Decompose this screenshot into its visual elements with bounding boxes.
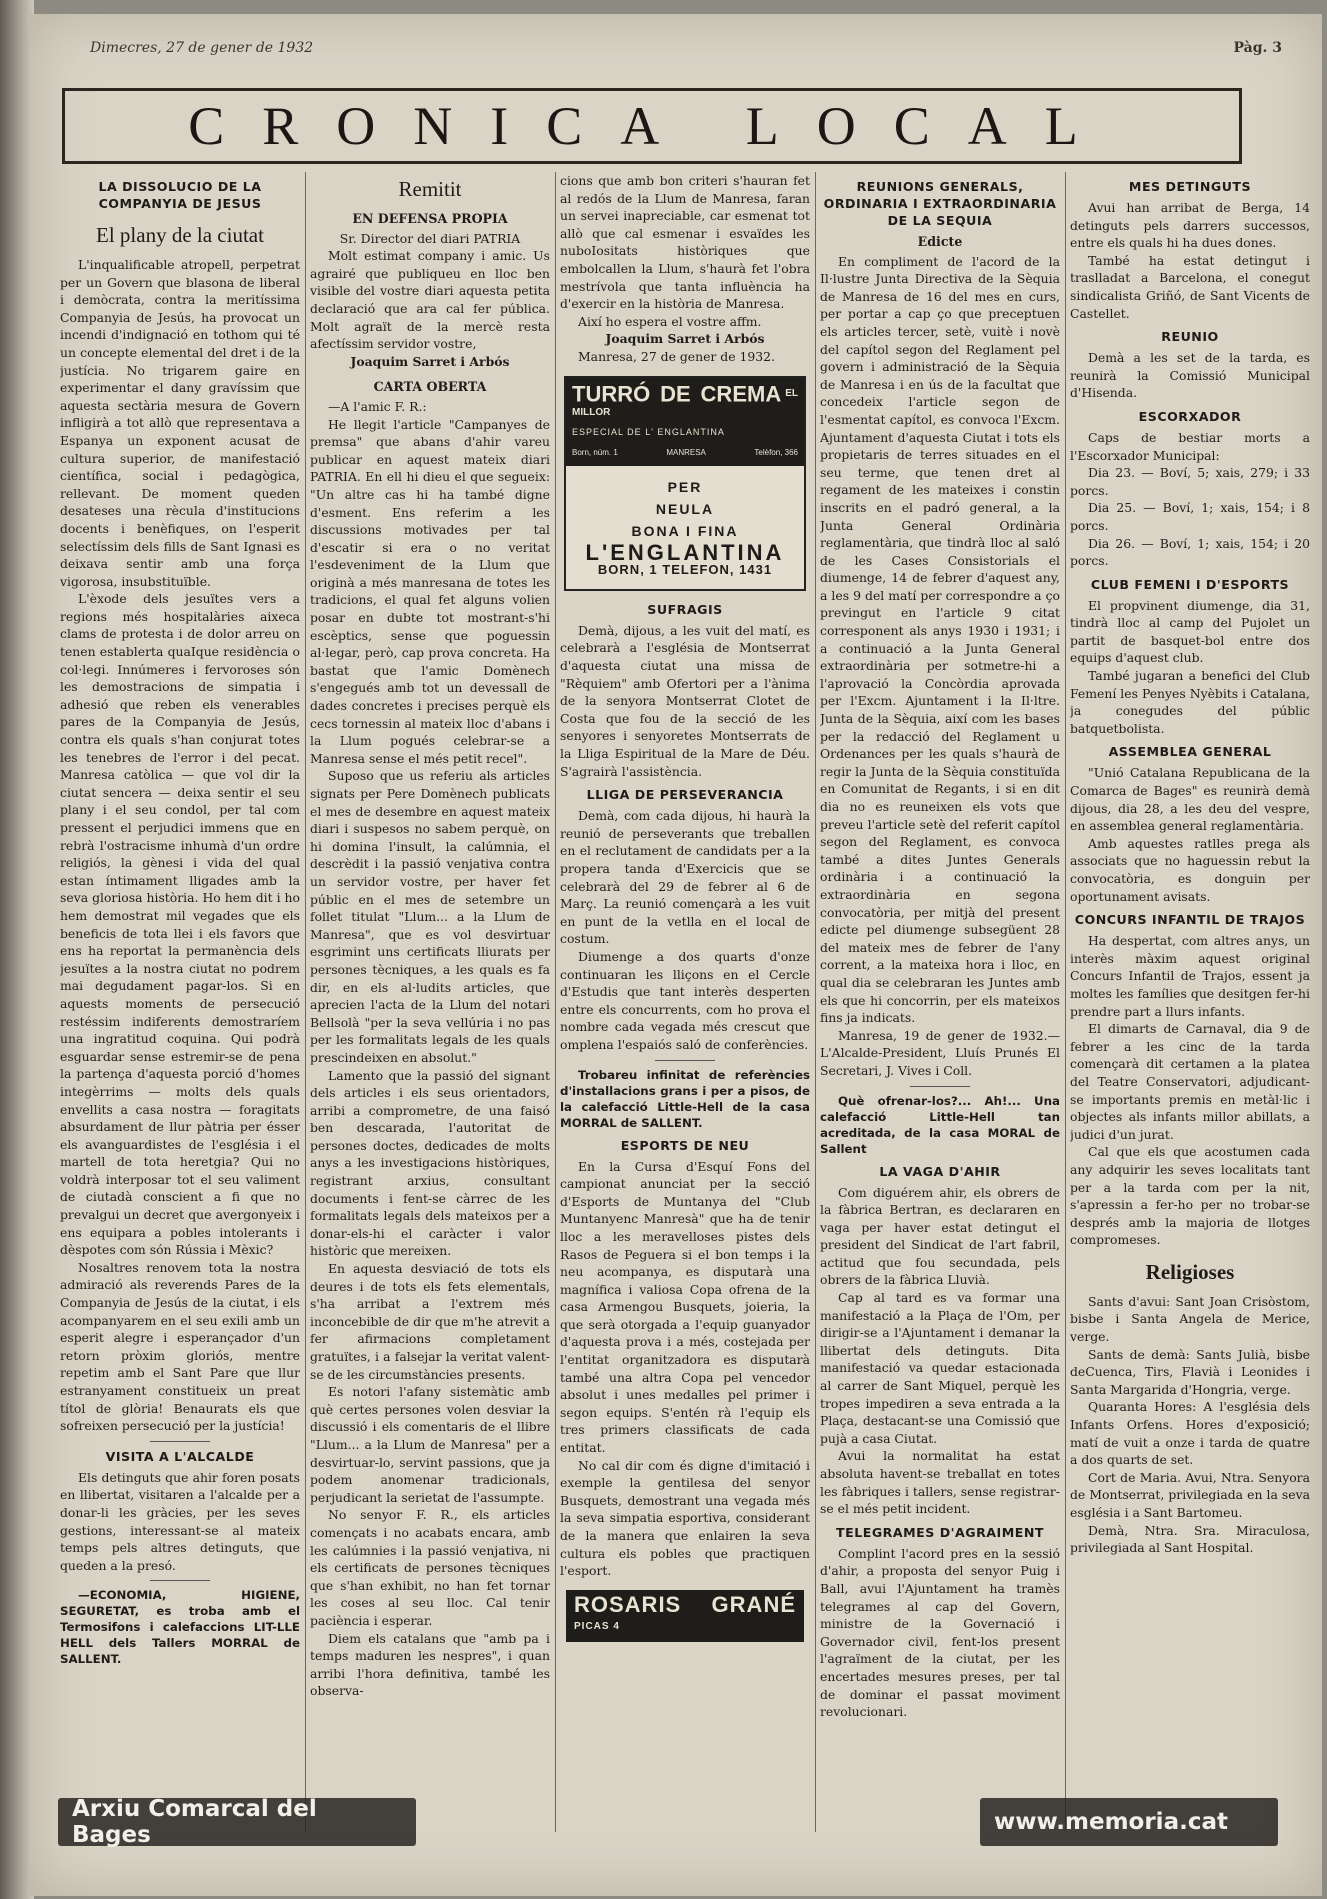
article-paragraph: He llegit l'article "Campanyes de premsa" que abans d'ahir vareu publicar en aquest mateix diari PATRIA. En ell hi dieu el que segueix: "Un altre cas hi ha també digne d'esment. Ens referim a les discussions motivades per tal d'escatir si era o no veritat l'esdeveniment de la Llum que originà a més manresana de totes les tradicions, el qual fet alguns volien posar en dubte tot mostrant-s'hi escèptics, sense que poguessin al·legar, però, cap prova concreta. Ha bastat que l'amic Domènech s'engegués amb tot un devessall de dades concretes i precises perquè els cecs tornessin al mateix lloc d'abans i la Llum pogués celebrar-se a Manresa sense el més petit recel". xyxy=(310,416,550,766)
advert-body xyxy=(566,466,804,589)
article-heading: MES DETINGUTS xyxy=(1128,179,1252,194)
article-paragraph: En compliment de l'acord de la Il·lustre Junta Directiva de la Sèquia de Manresa de 16 del mes en curs, per portar a cap ço que preceptuen els articles tercer, setè, vuitè i novè del capítol segon del Reglament pel govern i administració de la Sèquia de Manresa i en ús de la facultat que concedeix l'article segon de l'esmentat capítol, es convoca l'Excm. Ajuntament d'aquesta Ciutat i tots els propietaris de terres situades en el seu terme, que tenen dret al regament de les mateixes i constin inscrits en el padró general, a la Junta General Ordinària reglamentària, que tindrà lloc al saló de les Cases Consistorials el diumenge, 14 de febrer d'aquest any, a les 9 del matí per correspondre a ço previngut en l'article 9 citat corresponent als anys 1930 i 1931; i a continuació a la Junta General extraordinària per sotmetre-hi a l'aprovació la Concòrdia aprovada per l'Excm. Ajuntament i la Il·ltre. Junta de la Sèquia, així com les bases per la redacció del Reglament u Ordenances per les quals s'haurà de regir la Junta de la Sèquia constituïda en Comunitat de Regants, i si en dit dia no es reuneixen els vots que preveu l'article setè del referit capítol segon del Reglament, es convoca també a dites Juntes Generals ordinària i a continuació la extraordinària en segona convocatòria, per mitjà del present edicte pel diumenge subsegüent 28 del mateix mes de febrer de l'any corrent, a la mateixa hora i lloc, en qual dia se celebraran les Juntes amb els que hi concorrin, per els mateixos fins ja indicats. xyxy=(820,253,1060,1026)
archive-watermark: Arxiu Comarcal del Bages xyxy=(58,1798,416,1846)
article-paragraph: Cort de Maria. Avui, Ntra. Senyora de Montserrat, privilegiada en la seva església i a Sant Bartomeu. xyxy=(1070,1469,1310,1520)
article-paragraph: Sants de demà: Sants Julià, bisbe deCuenca, Tirs, Flavià i Leonides i Santa Margarida d'Hongria, verge. xyxy=(1070,1346,1310,1397)
article-paragraph: Caps de bestiar morts a l'Escorxador Municipal: xyxy=(1070,429,1310,463)
article-heading: CONCURS INFANTIL DE TRAJOS xyxy=(1074,912,1306,928)
article-paragraph: Diumenge a dos quarts d'onze continuaran les lliçons en el Cercle d'Estudis que tant interès desperten entre els concurrents, com ho prova el nombre cada vegada més crescut que omplena l'espaiós saló de conferències. xyxy=(560,948,810,1052)
advert-line: BONA I FINA xyxy=(631,522,739,539)
article-heading: ESPORTS DE NEU xyxy=(620,1137,750,1153)
article-paragraph: El dimarts de Carnaval, dia 9 de febrer a les cinc de la tarda començarà dit certamen a la platea del Teatre Conservatori, adjudicant-se importants premis en metàl·lic i objectes als infants millor abillats, a judici d'un jurat. xyxy=(1070,1021,1310,1142)
article-paragraph: Suposo que us referiu als articles signats per Pere Domènech publicats el mes de desembre en aquest mateix diari i suspesos no sabem perquè, on hi domina l'insult, la calúmnia, el descrèdit i la passió venjativa contra un servidor vostre, per haver fet públic en el mes de setembre un follet titulat "Llum... a la Llum de Manresa", que es vol desvirtuar esgrimint uns certificats lliurats per persones tècniques, a les quals es fa dir, en els al·ludits articles, que aprecien l'acta de la Llum del notari Bellsolà "per la seva vellúria i no pas per les formalitats legals de les quals prescindeixen en absolut." xyxy=(310,768,550,1065)
column-rule xyxy=(815,172,816,1832)
article-paragraph: Així ho espera el vostre affm. xyxy=(578,313,762,329)
article-paragraph: Molt estimat company i amic. Us agrairé que publiqueu en lloc ben visible del vostre diari aquesta petita declaració que ara cal fer pública. Molt agraït de la mercè resta afectíssim servidor vostre, xyxy=(310,248,550,352)
article-paragraph: Avui la normalitat ha estat absoluta havent-se treballat en totes les fàbriques i tallers, sense registrar-se el més petit incident. xyxy=(820,1448,1060,1517)
article-paragraph: Demà, Ntra. Sra. Miraculosa, privilegiada al Sant Hospital. xyxy=(1070,1522,1310,1556)
article-heading: ESCORXADOR xyxy=(1138,408,1242,424)
divider xyxy=(150,1580,210,1581)
column-rule xyxy=(305,172,306,1832)
advert-text: Trobareu infinitat de referències d'installacions grans i per a pisos, de la calefacció Little-Hell de la casa MORRAL de SALLENT. xyxy=(560,1067,810,1130)
article-paragraph: Cap al tard es va formar una manifestació a la Plaça de l'Om, per dirigir-se a l'Ajuntament i demanar la llibertat dels detinguts. Dita manifestació va quedar estacionada al carrer de Sant Miquel, perquè les tropes impediren a seva entrada a la Plaça, destacant-se una Comissió que pujà a casa Ciutat. xyxy=(820,1290,1060,1446)
advert-banner xyxy=(566,378,804,466)
advert-text: Què ofrenar-los?... Ah!... Una calefacció Little-Hell tan acreditada, de la casa MORAL de Sallent xyxy=(820,1093,1060,1156)
signature: Joaquim Sarret i Arbós xyxy=(605,331,765,347)
advert-line: PER xyxy=(667,478,703,495)
article-paragraph: Quaranta Hores: A l'església dels Infants Orfens. Hores d'exposició; matí de vuit a onze i tarda de quatre a dos quarts de set. xyxy=(1070,1399,1310,1468)
article-paragraph: Manresa, 19 de gener de 1932.— L'Alcalde-President, Lluís Prunés El Secretari, J. Vives i Coll. xyxy=(820,1027,1060,1078)
advert-tag: PICAS 4 xyxy=(574,1621,620,1633)
article-subtitle: EN DEFENSA PROPIA xyxy=(352,211,508,226)
article-paragraph: Dia 25. — Boví, 1; xais, 154; i 8 porcs. xyxy=(1070,500,1310,533)
signature: Joaquim Sarret i Arbós xyxy=(350,353,510,369)
newspaper-page xyxy=(30,14,1322,1896)
advert-footer: BORN, 1 TELEFON, 1431 xyxy=(597,562,773,578)
book-binding xyxy=(0,0,34,1899)
article-paragraph: Sants d'avui: Sant Joan Crisòstom, bisbe i Santa Angela de Merice, verge. xyxy=(1070,1293,1310,1345)
article-heading: CARTA OBERTA xyxy=(373,379,487,395)
article-paragraph: També jugaran a benefici del Club Femení les Penyes Nyèbits i Catalana, ja conegudes del públic batquetbolista. xyxy=(1070,668,1310,736)
englantina-advert xyxy=(564,376,806,591)
article-heading: LA VAGA D'AHIR xyxy=(879,1163,1001,1179)
rosaris-grane-advert xyxy=(566,1590,804,1642)
article-paragraph: cions que amb bon criteri s'hauran fet al redós de la Llum de Manresa, faran un servei inapreciable, car esmenat tot allò que cal esmenar i esvaïdes les nuboIositats històriques que embolcallen la Llum, s'haurà fet l'obra mestrívola que tanta influència ha d'exercir en la història de Manresa. xyxy=(560,173,810,312)
salutation: Sr. Director del diari PATRIA xyxy=(339,230,521,246)
masthead-title: CRONICA LOCAL xyxy=(188,96,1116,156)
article-heading: SUFRAGIS xyxy=(647,601,723,617)
article-heading: CLUB FEMENI I D'ESPORTS xyxy=(1090,576,1290,592)
article-paragraph: Com diguérem ahir, els obrers de la fàbrica Bertran, es declararen en vaga per haver estat detingut el president del Sindicat de l'art fabril, actitud que fou secundada, pels obrers de la fàbrica Lluvià. xyxy=(820,1184,1060,1288)
advert-name: L'ENGLANTINA xyxy=(585,539,785,565)
page-number: Pàg. 3 xyxy=(1233,40,1282,56)
article-paragraph: En la Cursa d'Esquí Fons del campionat anunciat per la secció d'Esports de Muntanya del "Club Muntanyenc Manresà" que ha de tenir lloc a les meravelloses pistes dels Rasos de Peguera si el bon temps i la neu acompanya, es disputarà una magnífica i valiosa Copa ofrena de la casa Armengou Busquets, joieria, la que serà otorgada a l'equip guanyador d'aquesta prova i a més, costejada per l'entitat organitzadora es disputarà també una altra Copa pel vencedor absolut i unes medalles pel primer i segon equips. S'entén rà l'equip els tres primers classificats de cada entitat. xyxy=(560,1158,810,1456)
article-heading: LLIGA DE PERSEVERANCIA xyxy=(586,787,784,803)
article-paragraph: No cal dir com és digne d'imitació i exemple la gentilesa del senyor Busquets, demostrant una vegada més la seva simpatia esportiva, considerant de la manera que enlairen la seva cultura els pobles que practiquen l'esport. xyxy=(560,1457,810,1579)
section-masthead xyxy=(62,88,1242,164)
article-paragraph: Complint l'acord pres en la sessió d'ahir, a proposta del senyor Puig i Ball, avui l'Ajuntament ha tramès telegrames al cap del Govern, ministre de la Governació i Governador civil, fent-los present l'agraïment de la ciutat, per les encertades mesures preses, per tal de dominar el passat moviment revolucionari. xyxy=(820,1545,1060,1720)
divider xyxy=(655,1060,715,1061)
page-header xyxy=(60,30,1292,56)
advert-city: MANRESA xyxy=(666,448,706,458)
article-paragraph: —A l'amic F. R.: xyxy=(328,398,427,414)
article-subtitle: Edicte xyxy=(917,234,963,249)
advert-brand-tag: EL MILLOR xyxy=(572,387,798,418)
article-paragraph: Avui han arribat de Berga, 14 detinguts pels darrers successos, entre els quals hi ha dues dones. xyxy=(1070,200,1310,251)
advert-phone: Telèfon, 366 xyxy=(754,448,798,458)
dateline: Manresa, 27 de gener de 1932. xyxy=(578,348,775,364)
article-heading: REUNIO xyxy=(1161,329,1219,345)
article-paragraph: Es notori l'afany sistemàtic amb què certes persones volen desviar la discussió i els comentaris de el llibre "Llum... a la Llum de Manresa" per a desvirtuar-lo, servint passions, que ja podem anomenar tradicionals, perjudicant la serietat de l'assumpte. xyxy=(310,1384,550,1505)
article-heading: TELEGRAMES D'AGRAIMENT xyxy=(836,1524,1044,1540)
article-heading: REUNIONS GENERALS, ORDINARIA I EXTRAORDINARIA DE LA SEQUIA xyxy=(823,179,1057,228)
website-watermark[interactable]: www.memoria.cat xyxy=(980,1798,1278,1846)
column-5 xyxy=(1070,172,1310,1872)
article-paragraph: Demà, com cada dijous, hi haurà la reunió de perseverants que treballen en el reclutament de candidats per a la propera tanda d'Exercicis que se celebrarà del 29 de febrer al 6 de Març. La reunió començarà a les vuit en punt de la vetlla en el local de costum. xyxy=(560,808,810,947)
advert-line: NEULA xyxy=(655,500,715,517)
advert-brand: TURRÓ DE CREMA xyxy=(572,380,782,406)
article-title: El plany de la ciutat xyxy=(96,223,264,247)
column-2 xyxy=(310,172,550,1862)
divider xyxy=(910,1086,970,1087)
column-4 xyxy=(820,172,1060,1842)
article-title: Remitit xyxy=(398,177,462,201)
article-paragraph: Ha despertat, com altres anys, un interès màxim aquest original Concurs Infantil de Trajos, essent ja moltes les famílies que desitgen fer-hi prendre part a llurs infants. xyxy=(1070,933,1310,1019)
article-paragraph: L'èxode dels jesuïtes vers a regions més hospitalàries aixeca clams de protesta i de dolor arreu on tenen establerta quaIque residència o col·legi. Innúmeres i fervoroses són les demostracions de simpatia i adhesió que reben els venerables pares de la Companyia de Jesús, contra els quals s'han conjurat totes les tenebres de l'error i del pecat. Manresa catòlica — que vol dir la ciutat sencera — deixa sentir el seu plany i el seu condol, per tal com pressent el perjudici immens que en rebrà l'ostracisme inhumà d'un ordre religiós, la gènesi i vida del qual estan íntimament lligades amb la seva gloriosa història. Ho hem dit i ho hem demostrat mil vegades que els beneficis de tota llei i els favors que ens ha reportat la permanència dels jesuïtes a la nostra ciutat no podrem mai degudament pagar-los. Si en aquests moments de persecució restéssim indiferents demostraríem una ingratitud coquina. Qui podrà esguardar sense estremir-se de pena la partença d'aquesta porció d'homes integèrrims — molts dels quals envellits a casa nostra — foragitats absurdament de llur pàtria per ésser els avanguardistes de l'església i el martell de tota heretgia? Qui no voldrà interposar tot el seu valiment de ciutadà conscient a fi que no prevalgui un decret que avergonyeix i ens equipara a pobles intolerants i dèspotes com són Rússia i Mèxic? xyxy=(60,591,300,1258)
article-paragraph: Amb aquestes ratlles prega als associats que no haguessin rebut la convocatòria, es donguin per oportunament avisats. xyxy=(1070,835,1310,904)
divider xyxy=(150,1441,210,1442)
article-paragraph: No senyor F. R., els articles començats i no acabats encara, amb les calúmnies i la passió venjativa, ni els certificats de persones tècniques que s'han exhibit, no han fet tornar les coses al seu lloc. Cal tenir paciència i esperar. xyxy=(310,1507,550,1628)
article-paragraph: Dia 23. — Boví, 5; xais, 279; i 33 porcs. xyxy=(1070,465,1310,498)
advert-special: ESPECIAL DE L' ENGLANTINA xyxy=(572,426,725,437)
article-heading: ASSEMBLEA GENERAL xyxy=(1108,744,1272,760)
issue-date: Dimecres, 27 de gener de 1932 xyxy=(90,40,314,56)
advert-address: Born, núm. 1 xyxy=(572,448,618,458)
article-kicker: LA DISSOLUCIO DE LA COMPANYIA DE JESUS xyxy=(98,179,262,211)
article-paragraph: En aquesta desviació de tots els deures i de tots els fets elementals, s'ha arribat a l'extrem més inconcebible de dir que m'he atrevit a fer afirmacions completament gratuïtes, i a falsejar la veritat valent-se de les circumstàncies presents. xyxy=(310,1261,550,1382)
article-paragraph: El propvinent diumenge, dia 31, tindrà lloc al camp del Pujolet un partit de basquet-bol entre dos equips d'aquest club. xyxy=(1070,597,1310,666)
article-heading: VISITA A L'ALCALDE xyxy=(105,1448,255,1464)
advert-name: ROSARIS GRANÉ xyxy=(574,1591,796,1617)
article-paragraph: Demà a les set de la tarda, es reunirà la Comissió Municipal d'Hisenda. xyxy=(1070,350,1310,401)
article-paragraph: Lamento que la passió del signant dels articles i els seus orientadors, arribi a comprometre, de una faisó ben descarada, l'autoritat de persones doctes, dedicades de molts anys a les investigacions històriques, registrant arxius, consultant documents i fent-se càrrec de les formalitats legals dels mateixos per a donar-els-hi el caràcter i valor històric que mereixen. xyxy=(310,1067,550,1259)
article-paragraph: Dia 26. — Boví, 1; xais, 154; i 20 porcs. xyxy=(1070,535,1310,569)
article-paragraph: Els detinguts que ahir foren posats en llibertat, visitaren a l'alcalde per a donar-li les gràcies, per les seves gestions, interessant-se al mateix temps pels altres detinguts, que queden a la presó. xyxy=(60,1469,300,1573)
article-paragraph: "Unió Catalana Republicana de la Comarca de Bages" es reunirà demà dijous, dia 28, a les deu del vespre, en assemblea general reglamentària. xyxy=(1070,765,1310,834)
article-paragraph: Nosaltres renovem tota la nostra admiració als reverends Pares de la Companyia de Jesús de la ciutat, i els acompanyarem en el seu exili amb un esperit alegre i esperançador d'un retorn pròxim gloriós, mentre repetim amb el Sant Pare que llur estranyament constitueix un preat títol de glòria! Benaurats els que sofreixen persecució per la justícia! xyxy=(60,1259,300,1434)
section-title: Religioses xyxy=(1145,1259,1235,1284)
article-paragraph: Cal que els que acostumen cada any adquirir les seves localitats tant per a la tarda com per la nit, s'apressin a fer-ho per no trobar-se després amb la majoria de llotges compromeses. xyxy=(1070,1144,1310,1248)
column-rule xyxy=(555,172,556,1832)
advert-text: —ECONOMIA, HIGIENE, SEGURETAT, es troba amb el Termosifons i calefaccions LIT-LLE HELL dels Tallers MORRAL de SALLENT. xyxy=(60,1588,300,1667)
article-paragraph: L'inqualificable atropell, perpetrat per un Govern que blasona de liberal i demòcrata, contra la meritíssima Companyia de Jesús, ha provocat un incendi d'indignació en tothom qui té un concepte elemental del dret i de la justícia. No trigarem gaire en experimentar el dany gravíssim que aquesta sectària mesura de Govern infligirà a tot allò que representava a Espanya un exponent acusat de cultura superior, de manifestació científica, social i pedagògica, rellevant. De moment queden desateses una rècula d'institucions docents i benèfiques, on l'esperit selectíssim dels fills de Sant Ignasi es deixava sentir amb una força vigorosa, insubstituïble. xyxy=(60,257,300,589)
column-rule xyxy=(1065,172,1066,1832)
article-paragraph: També ha estat detingut i traslladat a Barcelona, el conegut sindicalista Griñó, de Sant Vicents de Castellet. xyxy=(1070,252,1310,321)
article-paragraph: Demà, dijous, a les vuit del matí, es celebrarà a l'església de Montserrat d'aquesta ciutat una missa de "Rèquiem" amb Ofertori per a l'ànima de la senyora Montserrat Clotet de Costa que fou de la secció de les senyores i senyoretes Montserrats de la Lliga Espiritual de la Mare de Déu. S'agrairà l'assistència. xyxy=(560,622,810,779)
column-3 xyxy=(560,172,810,1892)
article-paragraph: Diem els catalans que "amb pa i temps maduren les nespres", i quan arribi l'hora definitiva, també les observa- xyxy=(310,1630,550,1699)
column-1 xyxy=(60,172,300,1852)
